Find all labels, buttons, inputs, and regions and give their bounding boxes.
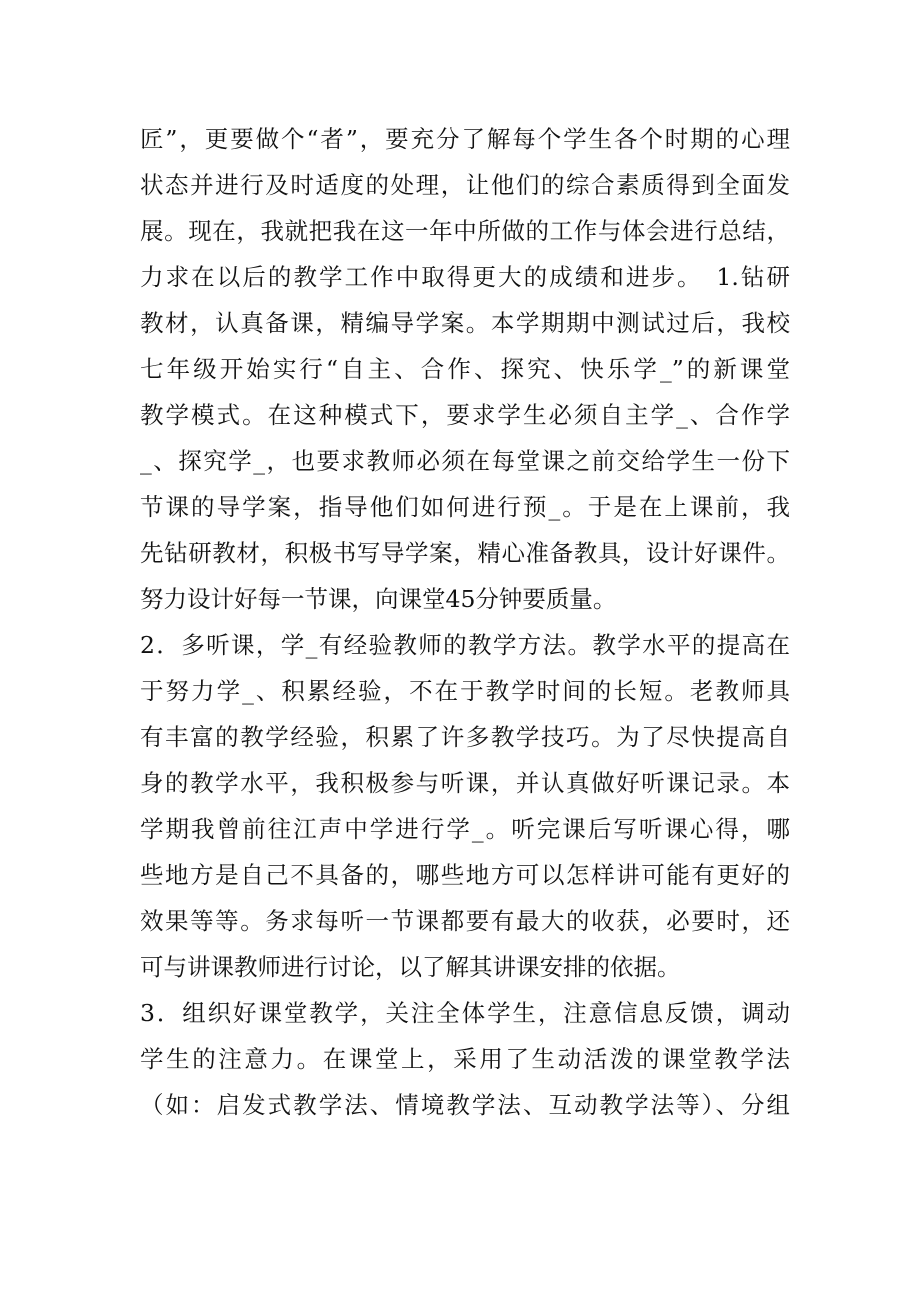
text-line: 努力设计好每一节课，向课堂45分钟要质量。 (140, 585, 617, 613)
text-line: _、探究学_，也要求教师必须在每堂课之前交给学生一份下 (140, 447, 790, 475)
paragraph-2 (140, 622, 790, 990)
text-line: 七年级开始实行“自主、合作、探究、快乐学_”的新课堂 (140, 355, 790, 383)
text-line: 效果等等。务求每听一节课都要有最大的收获，必要时，还 (140, 907, 790, 935)
paragraph-1 (140, 116, 790, 622)
text-line: 学期我曾前往江声中学进行学_。听完课后写听课心得，哪 (140, 815, 790, 843)
text-line: 先钻研教材，积极书写导学案，精心准备教具，设计好课件。 (140, 539, 790, 567)
text-line: 3．组织好课堂教学，关注全体学生，注意信息反馈，调动 (140, 999, 790, 1027)
text-line: 节课的导学案，指导他们如何进行预_。于是在上课前，我 (140, 493, 790, 521)
text-line: 于努力学_、积累经验，不在于教学时间的长短。老教师具 (140, 677, 790, 705)
paragraph-3 (140, 990, 790, 1128)
text-line: 匠”，更要做个“者”，要充分了解每个学生各个时期的心理 (140, 125, 790, 153)
text-line: 力求在以后的教学工作中取得更大的成绩和进步。 1.钻研 (140, 263, 790, 291)
text-line: 可与讲课教师进行讨论，以了解其讲课安排的依据。 (140, 953, 681, 981)
text-line: 身的教学水平，我积极参与听课，并认真做好听课记录。本 (140, 769, 790, 797)
text-line: 些地方是自己不具备的，哪些地方可以怎样讲可能有更好的 (140, 861, 790, 889)
text-line: 有丰富的教学经验，积累了许多教学技巧。为了尽快提高自 (140, 723, 790, 751)
text-line: 2．多听课，学_有经验教师的教学方法。教学水平的提高在 (140, 631, 790, 659)
text-line: 状态并进行及时适度的处理，让他们的综合素质得到全面发 (140, 171, 790, 199)
text-line: 学生的注意力。在课堂上，采用了生动活泼的课堂教学法 (140, 1045, 790, 1073)
text-line: 展。现在，我就把我在这一年中所做的工作与体会进行总结， (140, 217, 790, 245)
text-line: （如：启发式教学法、情境教学法、互动教学法等）、分组 (140, 1091, 790, 1119)
text-line: 教学模式。在这种模式下，要求学生必须自主学_、合作学 (140, 401, 790, 429)
text-line: 教材，认真备课，精编导学案。本学期期中测试过后，我校 (140, 309, 790, 337)
document-body (140, 116, 790, 1128)
